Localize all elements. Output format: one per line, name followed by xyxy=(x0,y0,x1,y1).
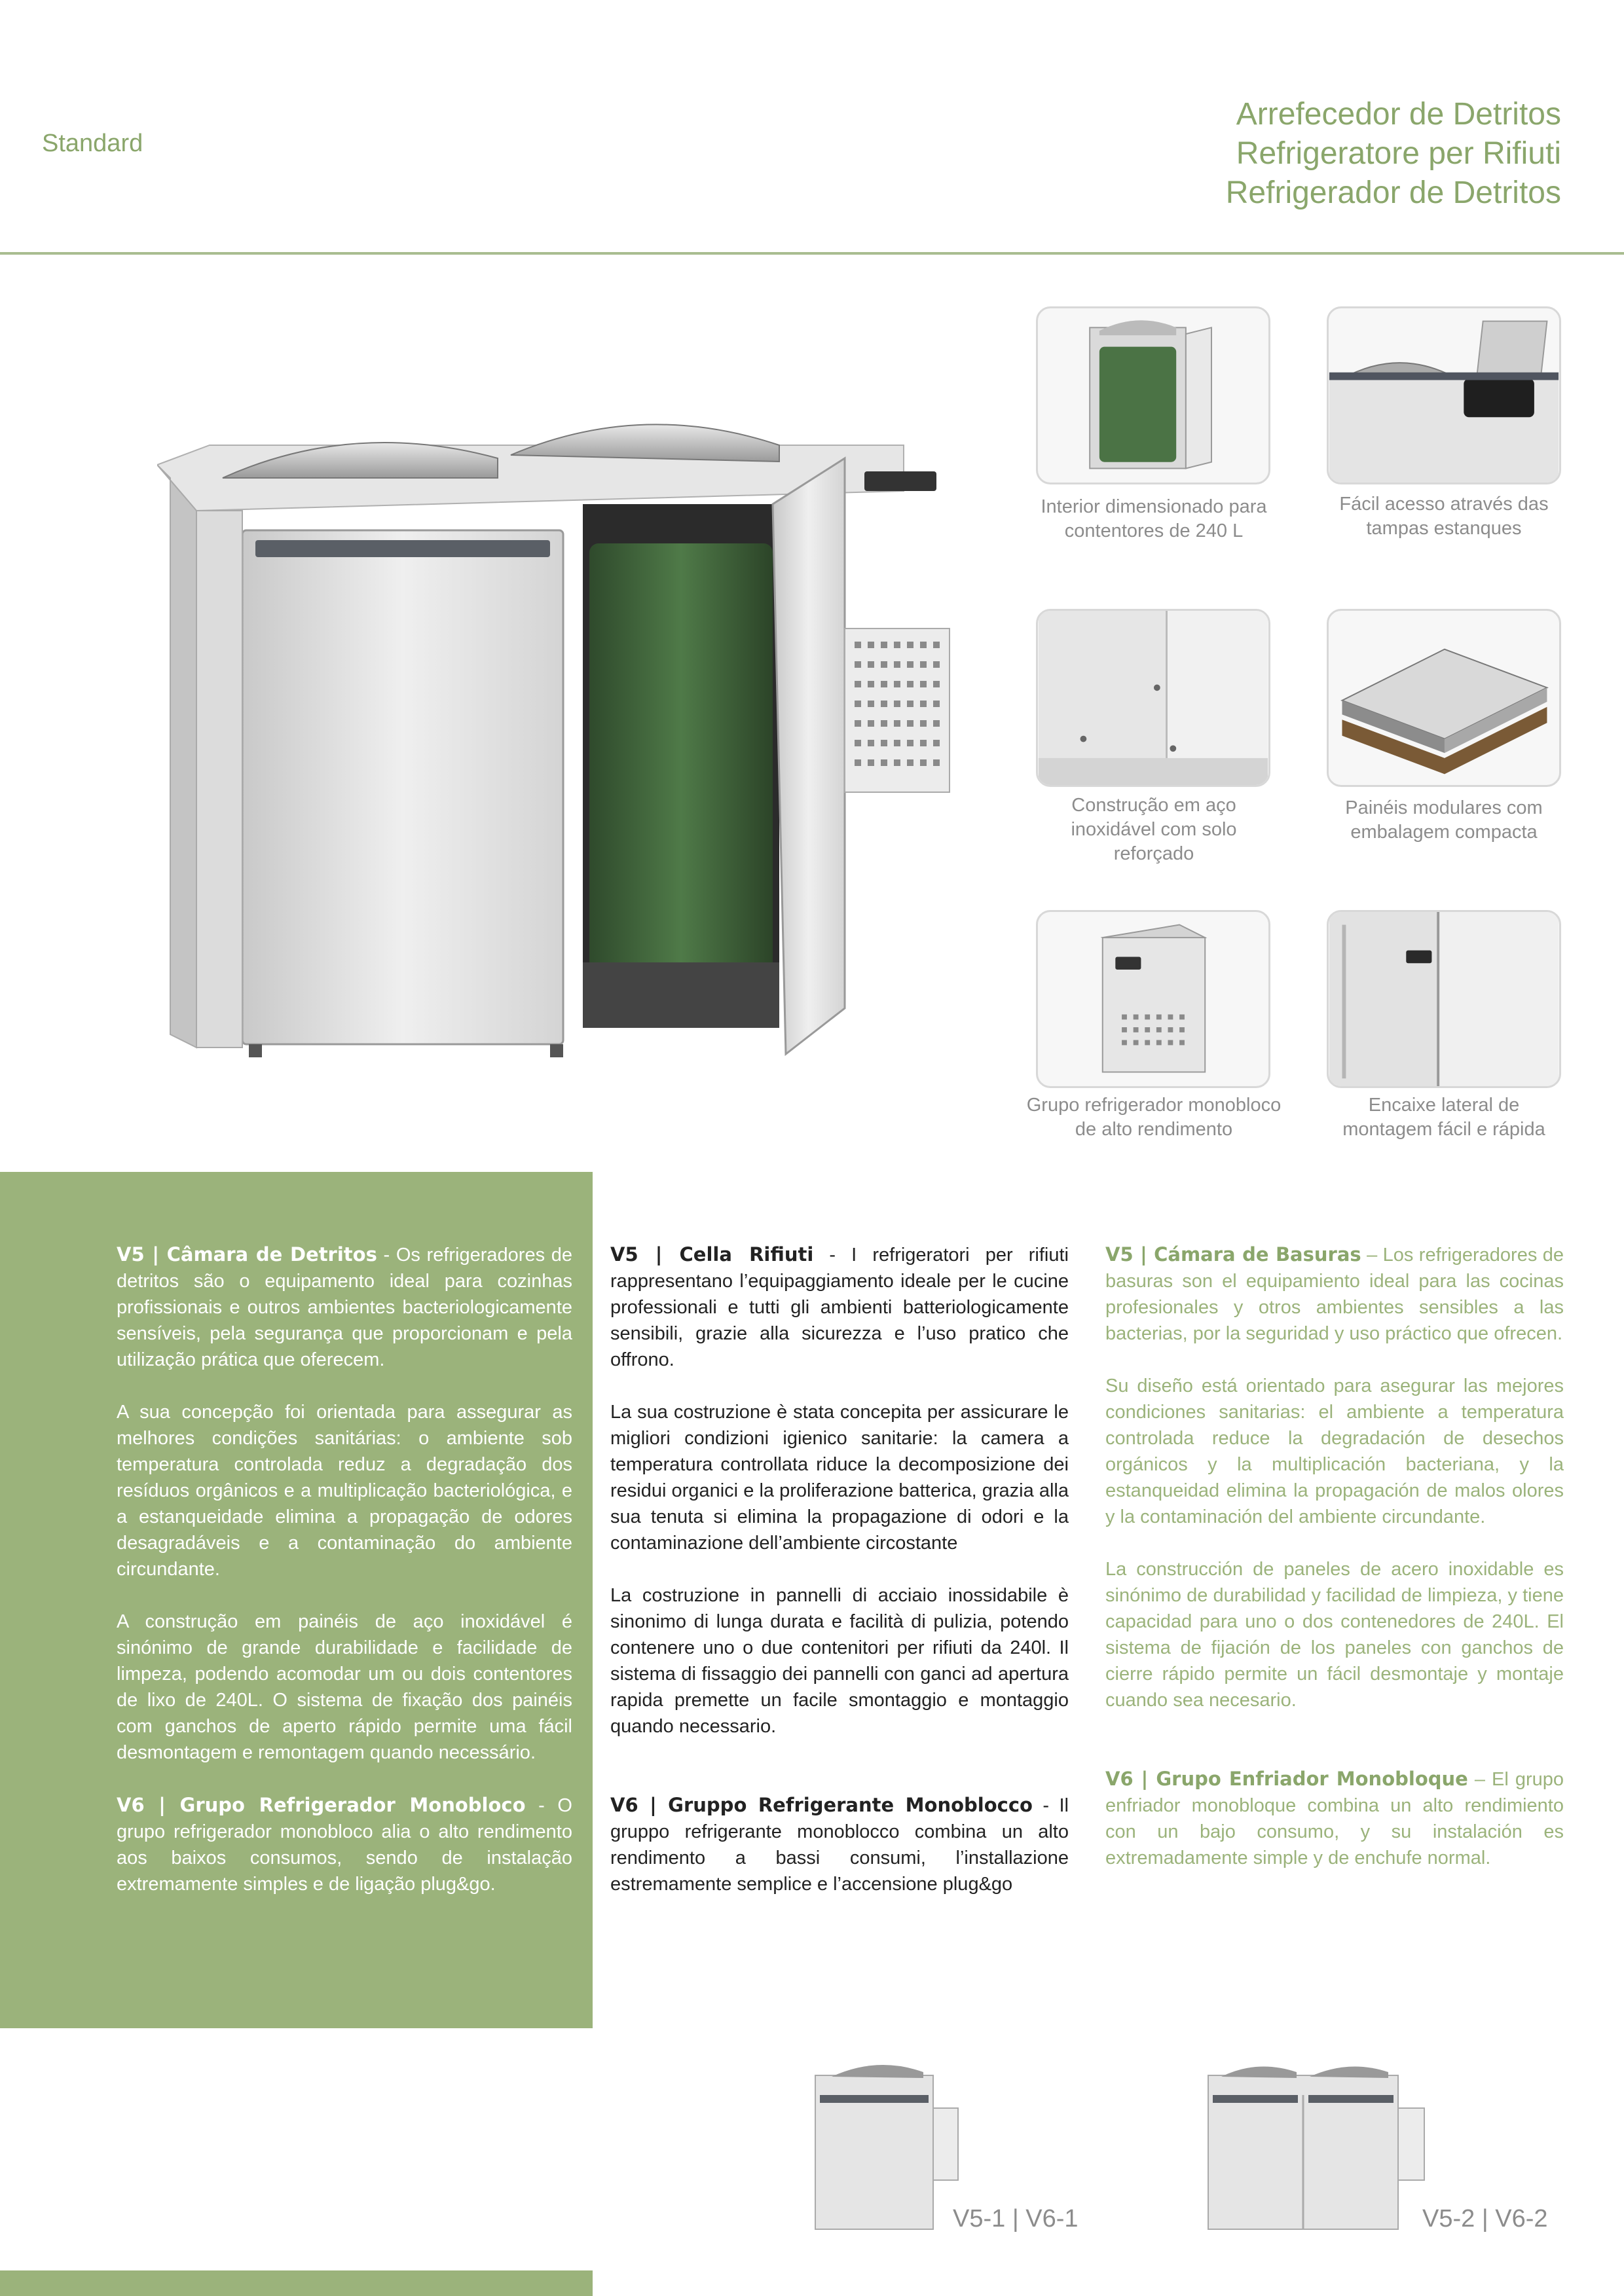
section-title: V5 | Câmara de Detritos xyxy=(117,1243,377,1266)
feature-thumb-6 xyxy=(1327,910,1561,1088)
model-image-double xyxy=(1205,2056,1428,2232)
paragraph-pt-1 xyxy=(117,1241,572,1373)
text-column-it xyxy=(610,1241,1069,1923)
paragraph-it-2: La sua costruzione è stata concepita per assicurare le migliori condizioni igienico sanitarie: la camera a temperatura controllata riduce la decomposizione dei residui organici e la proliferazione batterica, grazia alla sua tenuta si elimina la propagazione di odori e la contaminazione dell’ambiente circostante xyxy=(610,1402,1069,1554)
section-title: V6 | Gruppo Refrigerante Monoblocco xyxy=(610,1794,1033,1816)
feature-thumb-1 xyxy=(1036,306,1270,484)
title-it: Refrigeratore per Rifiuti xyxy=(1236,136,1561,171)
feature-caption-6 xyxy=(1293,1093,1595,1142)
section-title: V6 | Grupo Enfriador Monobloque xyxy=(1105,1768,1468,1790)
feature-caption-4 xyxy=(1293,796,1595,845)
model-label-single: V5-1 | V6-1 xyxy=(953,2205,1079,2232)
caption-line: tampas estanques xyxy=(1366,518,1522,539)
caption-line: Interior dimensionado para xyxy=(1041,496,1267,517)
paragraph-es-2: Su diseño está orientado para asegurar las mejores condiciones sanitarias: el ambiente a temperatura controlada reduce la degradación de desechos orgánicos y la multiplicación bacteriana, y la estanqueidad elimina la propagación de malos olores y la contaminación del ambiente circundante. xyxy=(1105,1376,1564,1527)
caption-line: Construção em aço xyxy=(1071,795,1236,816)
paragraph-pt-2: A sua concepção foi orientada para assegurar as melhores condições sanitárias: o ambiente sob temperatura controlada reduz a degradação dos resíduos orgânicos e a multiplicação bacteriológica, e a estanqueidade elimina a propagação de odores desagradáveis e a contaminação do ambiente circundante. xyxy=(117,1402,572,1580)
feature-caption-5 xyxy=(1003,1093,1304,1142)
packed-panels-icon xyxy=(1329,611,1559,785)
paragraph-pt-4 xyxy=(117,1792,572,1897)
section-text: – El grupo enfriador monobloque combina un alto rendimiento con un bajo consumo, y su instalación es extremadamente simple y de enchufe normal. xyxy=(1105,1769,1564,1868)
section-title: V6 | Grupo Refrigerador Monobloco xyxy=(117,1794,526,1816)
section-text: - O grupo refrigerador monobloco alia o alto rendimento aos baixos consumos, sendo de instalação extremamente simples e de ligação plug&go. xyxy=(117,1795,572,1895)
caption-line: de alto rendimento xyxy=(1075,1119,1233,1140)
caption-line: Grupo refrigerador monobloco xyxy=(1026,1095,1282,1116)
paragraph-it-4 xyxy=(610,1792,1069,1897)
section-title: V5 | Cella Rifiuti xyxy=(610,1243,814,1266)
section-text: - Il gruppo refrigerante monoblocco combina un alto rendimento a bassi consumi, l’installazione estremamente semplice e l’accensione plug&go xyxy=(610,1795,1069,1895)
page-titles xyxy=(1226,95,1561,213)
header-divider xyxy=(0,252,1624,255)
section-text: - Os refrigeradores de detritos são o equipamento ideal para cozinhas profissionais e outros ambientes bacteriologicamente sensíveis, pela segurança que proporcionam e pela utilização prática que oferecem. xyxy=(117,1245,572,1370)
feature-caption-1 xyxy=(1003,495,1304,543)
feature-thumb-3 xyxy=(1036,609,1270,787)
paragraph-es-3: La construcción de paneles de acero inoxidable es sinónimo de durabilidad y facilidad de limpieza, y tiene capacidad para uno o dos contenedores de 240L. El sistema de fijación de los paneles con ganchos de cierre rápido permite un fácil desmontaje y montaje cuando sea necesario. xyxy=(1105,1559,1564,1711)
sealed-lid-icon xyxy=(1329,308,1559,483)
page-category: Standard xyxy=(42,130,143,157)
paragraph-it-1 xyxy=(610,1241,1069,1373)
double-unit-illustration xyxy=(1205,2056,1428,2232)
waste-cooler-illustration xyxy=(157,419,963,1074)
feature-caption-2 xyxy=(1293,492,1595,541)
model-label-double: V5-2 | V6-2 xyxy=(1422,2205,1548,2232)
paragraph-es-4 xyxy=(1105,1766,1564,1871)
caption-line: Painéis modulares com xyxy=(1345,797,1543,818)
title-pt: Arrefecedor de Detritos xyxy=(1236,97,1561,132)
caption-line: inoxidável com solo xyxy=(1071,819,1237,840)
side-fitting-icon xyxy=(1329,912,1559,1086)
footer-green-bar xyxy=(0,2270,593,2296)
bin-compartment-icon xyxy=(1038,308,1268,483)
model-image-single xyxy=(812,2056,961,2232)
section-text: - I refrigeratori per rifiuti rappresentano l’equipaggiamento ideale per le cucine professionali e tutti gli ambienti batteriologicamente sensibili, grazie alla sicurezza e l’uso pratico che offrono. xyxy=(610,1245,1069,1370)
caption-line: Fácil acesso através das xyxy=(1339,494,1549,515)
paragraph-pt-3: A construção em painéis de aço inoxidável é sinónimo de grande durabilidade e facilidade de limpeza, podendo acomodar um ou dois contentores de lixo de 240L. O sistema de fixação dos painéis com ganchos de aperto rápido permite uma fácil desmontagem e remontagem quando necessário. xyxy=(117,1611,572,1763)
paragraph-it-3: La costruzione in pannelli di acciaio inossidabile è sinonimo di lunga durata e facilità di pulizia, potendo contenere uno o due contenitori per rifiuti da 240l. Il sistema di fissaggio dei pannelli con ganci ad apertura rapida premette un facile smontaggio e montaggio quando necessario. xyxy=(610,1585,1069,1737)
feature-thumb-2 xyxy=(1327,306,1561,484)
caption-line: contentores de 240 L xyxy=(1064,520,1244,541)
product-main-image xyxy=(157,419,963,1074)
feature-thumb-4 xyxy=(1327,609,1561,787)
caption-line: reforçado xyxy=(1113,843,1194,864)
feature-caption-3 xyxy=(1003,793,1304,866)
caption-line: Encaixe lateral de xyxy=(1368,1095,1520,1116)
text-column-pt xyxy=(117,1241,572,1923)
section-text: – Los refrigeradores de basuras son el equipamiento ideal para las cocinas profesionales y otros ambientes sensibles a las bacterias, por la seguridad y uso práctico que ofrecen. xyxy=(1105,1245,1564,1344)
feature-thumb-5 xyxy=(1036,910,1270,1088)
steel-panel-icon xyxy=(1038,611,1268,785)
title-es: Refrigerador de Detritos xyxy=(1225,175,1561,210)
paragraph-es-1 xyxy=(1105,1241,1564,1347)
text-column-es xyxy=(1105,1241,1564,1897)
caption-line: montagem fácil e rápida xyxy=(1342,1119,1545,1140)
caption-line: embalagem compacta xyxy=(1350,822,1538,843)
section-title: V5 | Cámara de Basuras xyxy=(1105,1243,1361,1266)
single-unit-illustration xyxy=(812,2056,961,2232)
refrigeration-unit-icon xyxy=(1038,912,1268,1086)
